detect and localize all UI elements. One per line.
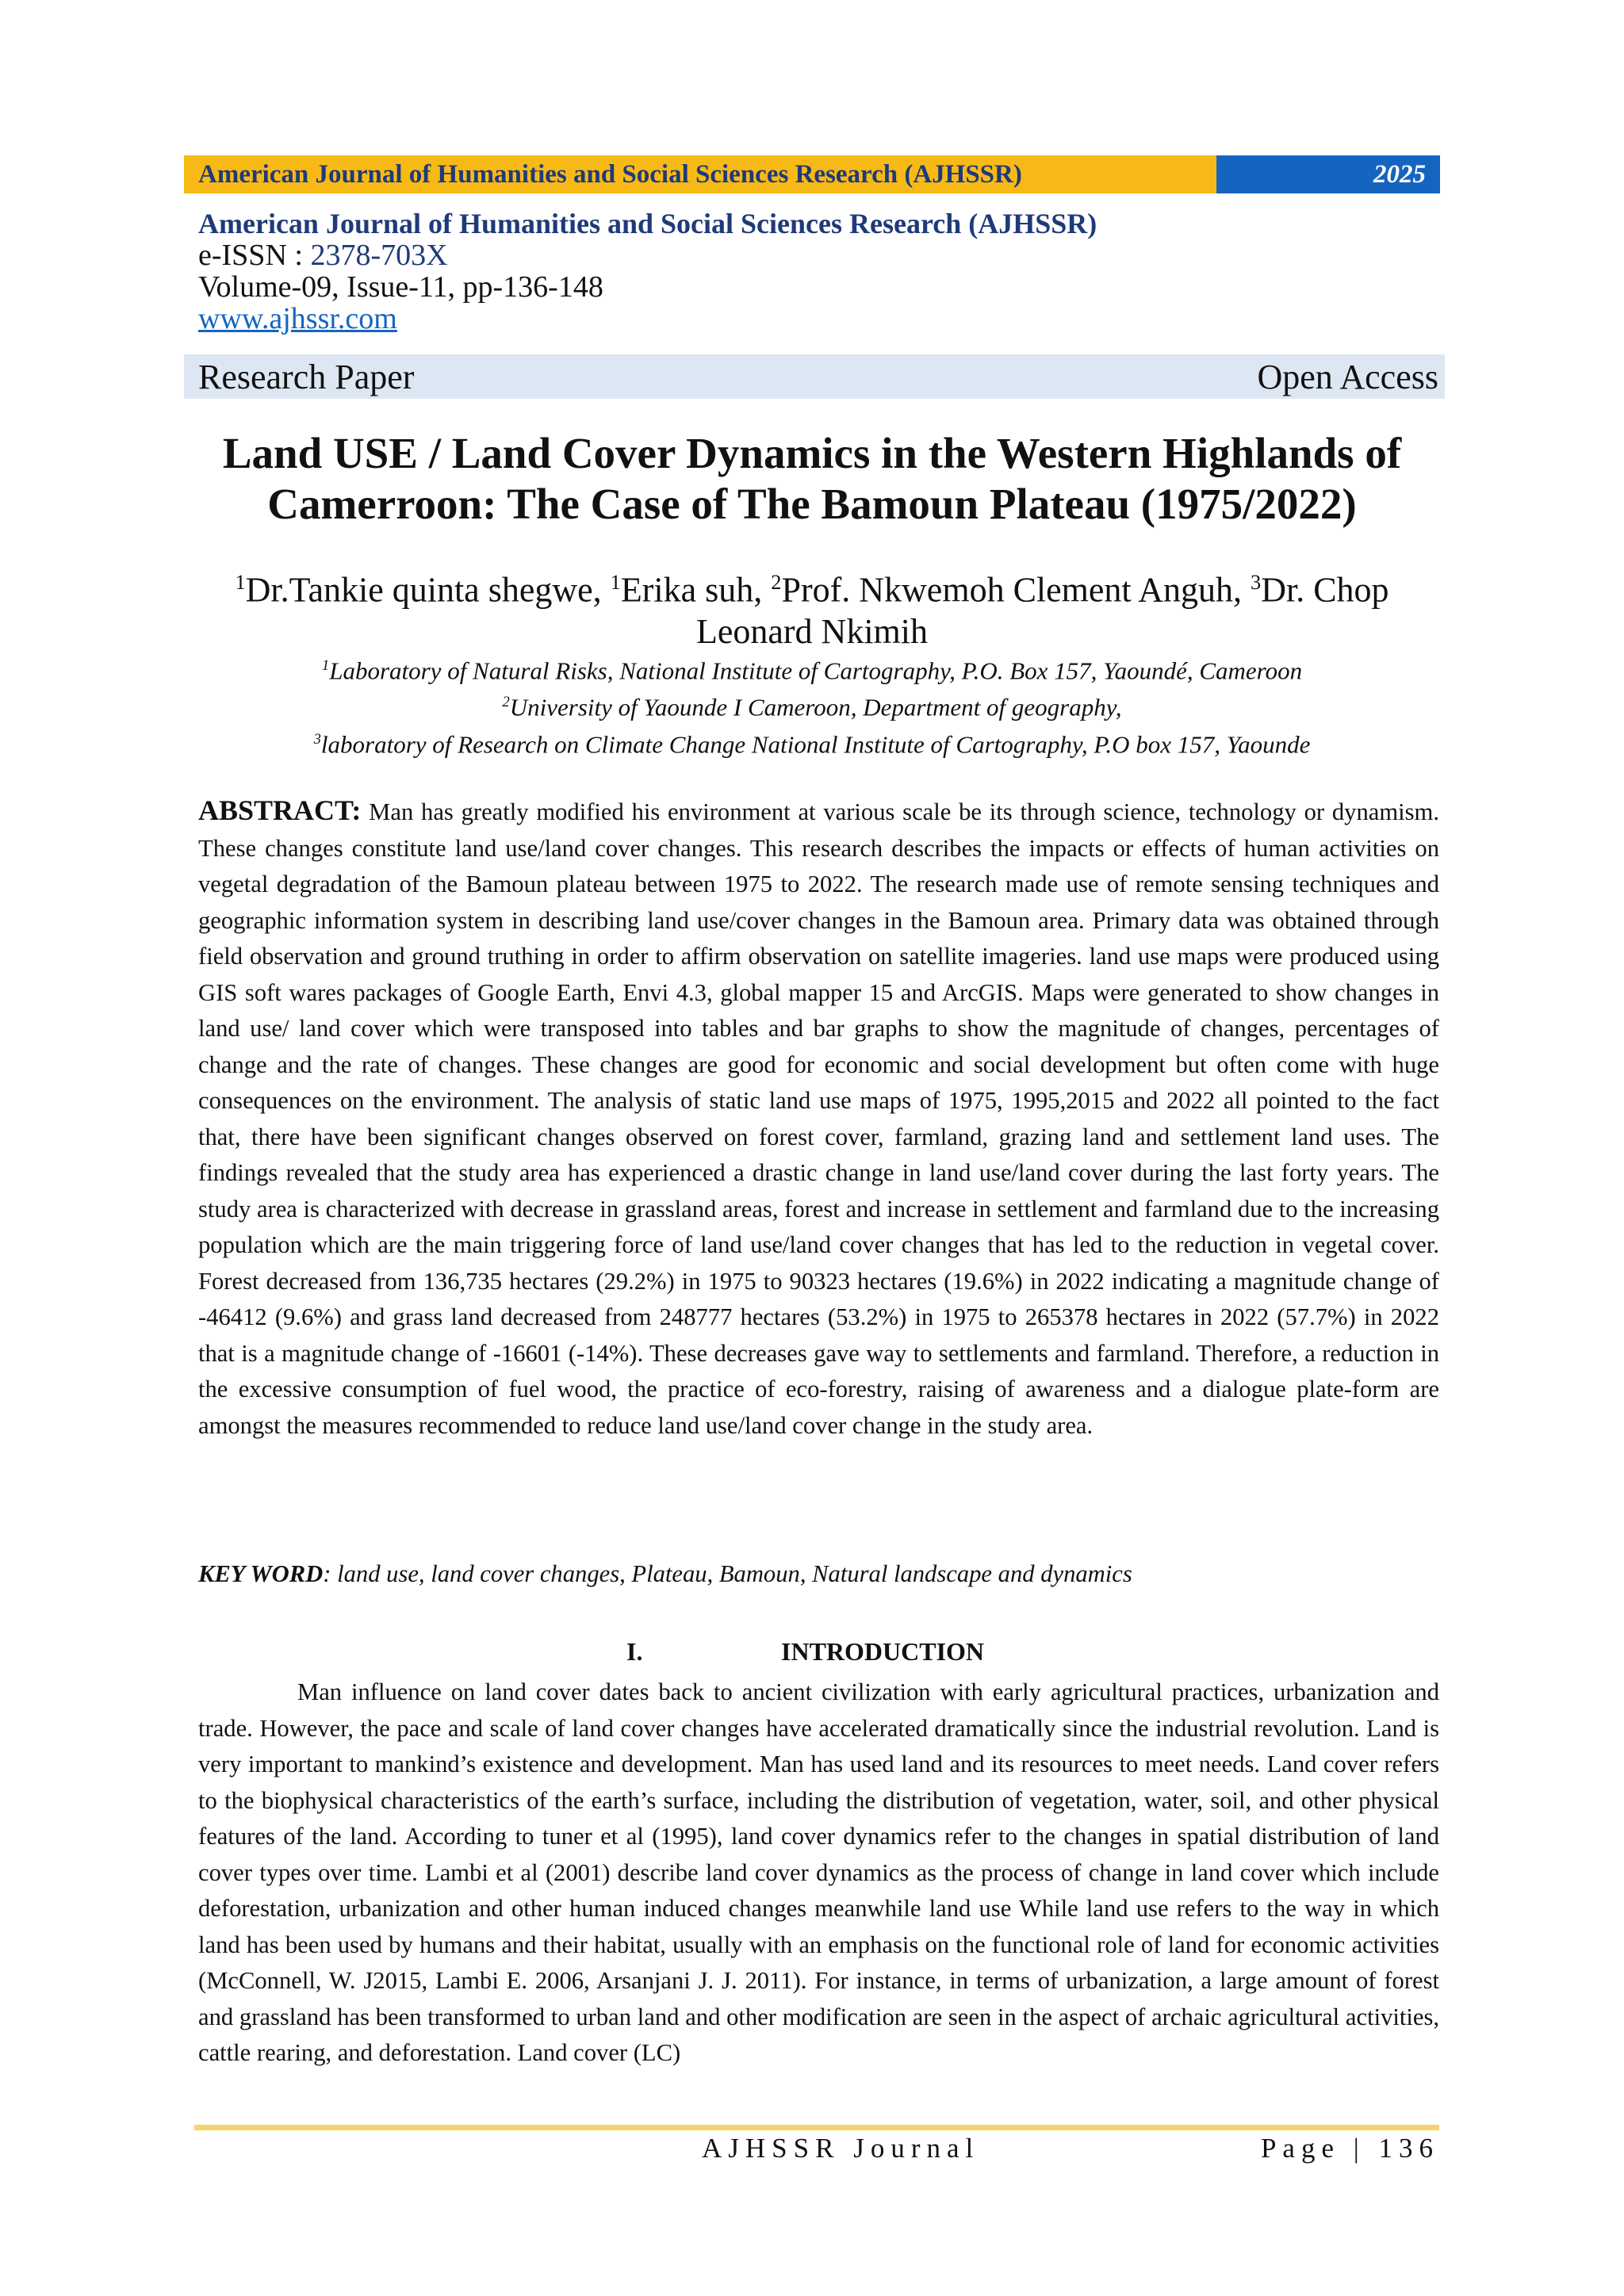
affiliation-1-mark: 1 (321, 657, 330, 674)
affiliation-2-text: University of Yaounde I Cameroon, Department of geography, (509, 693, 1122, 721)
journal-header-year: 2025 (1216, 155, 1440, 193)
section-title: INTRODUCTION (781, 1637, 985, 1666)
author-4-affil-mark: 3 (1251, 570, 1262, 594)
author-list (184, 561, 1440, 652)
affiliations (184, 650, 1440, 760)
journal-meta (198, 208, 1097, 335)
affiliation-2-mark: 2 (502, 694, 510, 711)
journal-header-bar (184, 155, 1440, 193)
affiliation-3-text: laboratory of Research on Climate Change National Institute of Cartography, P.O box 157, Yaounde (320, 729, 1311, 758)
title-line-1: Land USE / Land Cover Dynamics in the Western Highlands of (222, 429, 1402, 477)
author-1-affil-mark: 1 (235, 570, 246, 594)
section-number: I. (626, 1637, 643, 1666)
paper-title (184, 428, 1440, 530)
affiliation-3 (184, 724, 1440, 760)
author-2: Erika suh, (620, 570, 772, 610)
author-2-affil-mark: 1 (610, 570, 621, 594)
abstract-text: Man has greatly modified his environment at various scale be its through science, technology or dynamism. These changes constitute land use/land cover changes. This research describes the impacts or effects of human activities on vegetal degradation of the Bamoun plateau between 1975 to 2022. The research made use of remote sensing techniques and geographic information system in describing land use/cover changes in the Bamoun area. Primary data was obtained through field observation and ground truthing in order to affirm observation on satellite imageries. land use maps were produced using GIS soft wares packages of Google Earth, Envi 4.3, global mapper 15 and ArcGIS. Maps were generated to show changes in land use/ land cover which were transposed into tables and bar graphs to show the magnitude of changes, percentages of change and the rate of changes. These changes are good for economic and social development but often come with huge consequences on the environment. The analysis of static land use maps of 1975, 1995,2015 and 2022 all pointed to the fact that, there have been significant changes observed on forest cover, farmland, grazing land and settlement land uses. The findings revealed that the study area has experienced a drastic change in land use/land cover during the last forty years. The study area is characterized with decrease in grassland areas, forest and increase in settlement and farmland due to the increasing population which are the main triggering force of land use/land cover changes that has led to the reduction in vegetal cover. Forest decreased from 136,735 hectares (29.2%) in 1975 to 90323 hectares (19.6%) in 2022 indicating a magnitude change of -46412 (9.6%) and grass land decreased from 248777 hectares (53.2%) in 1975 to 265378 hectares in 2022 (57.7%) in 2022 that is a magnitude change of -16601 (-14%). These decreases gave way to settlements and farmland. Therefore, a reduction in the excessive consumption of fuel wood, the practice of eco-forestry, raising of awareness and a dialogue plate-form are amongst the measures recommended to reduce land use/land cover change in the study area. (198, 798, 1439, 1439)
affiliation-1 (184, 650, 1440, 687)
author-4: Dr. Chop Leonard Nkimih (695, 570, 1389, 651)
abstract (198, 793, 1439, 1444)
journal-header-title: American Journal of Humanities and Social Sciences Research (AJHSSR) (184, 155, 1216, 193)
footer-divider (194, 2125, 1439, 2130)
issn-line (198, 239, 1097, 271)
title-line-2: Camerroon: The Case of The Bamoun Plateau (1975/2022) (267, 480, 1357, 528)
keywords (198, 1560, 1439, 1588)
affiliation-1-text: Laboratory of Natural Risks, National Institute of Cartography, P.O. Box 157, Yaoundé, Cameroon (329, 656, 1303, 685)
footer-journal: AJHSSR Journal (702, 2133, 980, 2164)
issn-value: 2378-703X (310, 239, 448, 272)
issn-label: e-ISSN : (198, 239, 311, 272)
paper-type-bar (184, 354, 1445, 399)
affiliation-2 (184, 687, 1440, 723)
access-type: Open Access (1257, 357, 1438, 396)
footer-page-number: Page | 136 (1260, 2133, 1439, 2164)
volume-line: Volume-09, Issue-11, pp-136-148 (198, 270, 603, 304)
author-1: Dr.Tankie quinta shegwe, (245, 570, 611, 610)
journal-name: American Journal of Humanities and Social Sciences Research (AJHSSR) (198, 208, 1097, 239)
introduction-paragraph: Man influence on land cover dates back to ancient civilization with early agricultural practices, urbanization and trade. However, the pace and scale of land cover changes have accelerated dramatically since the industrial revolution. Land is very important to mankind’s existence and development. Man has used land and its resources to meet needs. Land cover refers to the biophysical characteristics of the earth’s surface, including the distribution of vegetation, water, soil, and other physical features of the land. According to tuner et al (1995), land cover dynamics refer to the changes in spatial distribution of land cover types over time. Lambi et al (2001) describe land cover dynamics as the process of change in land cover which include deforestation, urbanization and other human induced changes meanwhile land use While land use refers to the way in which land has been used by humans and their habitat, usually with an emphasis on the functional role of land for economic activities (McConnell, W. J2015, Lambi E. 2006, Arsanjani J. J. 2011). For instance, in terms of urbanization, a large amount of forest and grassland has been transformed to urban land and other modification are seen in the aspect of archaic agricultural activities, cattle rearing, and deforestation. Land cover (LC) (198, 1678, 1439, 2066)
affiliation-3-mark: 3 (313, 730, 321, 748)
author-3: Prof. Nkwemoh Clement Anguh, (781, 570, 1251, 610)
website-link[interactable]: www.ajhssr.com (198, 302, 397, 335)
paper-type: Research Paper (198, 357, 415, 396)
author-3-affil-mark: 2 (771, 570, 782, 594)
abstract-label: ABSTRACT: (198, 794, 362, 826)
keywords-text: : land use, land cover changes, Plateau, Bamoun, Natural landscape and dynamics (323, 1560, 1132, 1587)
keywords-label: KEY WORD (198, 1560, 324, 1587)
